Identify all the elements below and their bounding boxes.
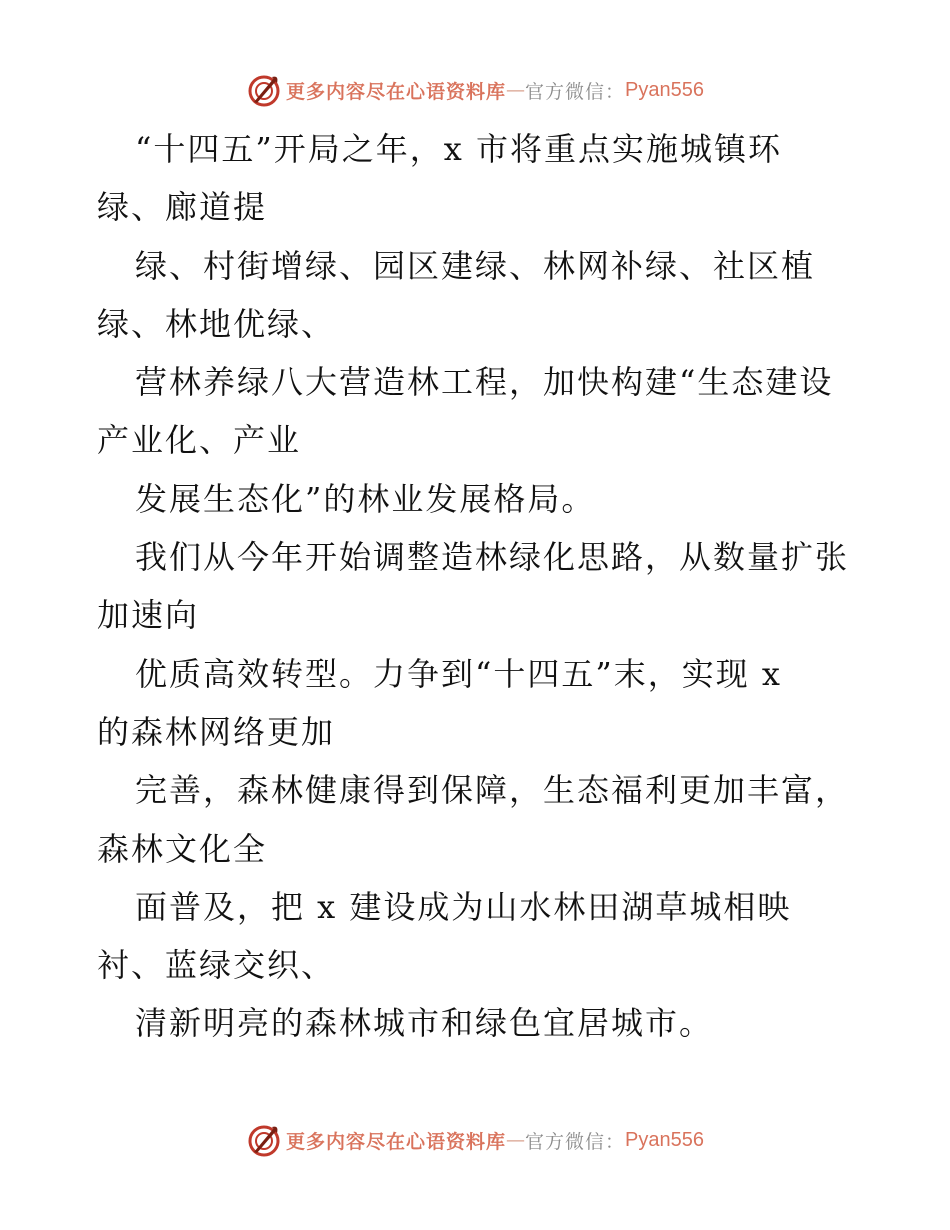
body-line: 发展生态化”的林业发展格局。 bbox=[135, 479, 596, 518]
document-body bbox=[97, 120, 867, 1053]
quill-seal-icon bbox=[246, 1122, 282, 1158]
body-line: 优质高效转型。力争到“十四五”末，实现 x bbox=[135, 654, 782, 693]
body-line: 绿、村街增绿、园区建绿、林网补绿、社区植 bbox=[135, 246, 816, 285]
body-line: 我们从今年开始调整造林绿化思路，从数量扩张 bbox=[135, 538, 850, 577]
body-line: 清新明亮的森林城市和绿色宜居城市。 bbox=[135, 1004, 714, 1043]
body-line: 衬、蓝绿交织、 bbox=[97, 946, 336, 985]
body-line: 产业化、产业 bbox=[97, 421, 302, 460]
watermark-label: 官方微信： bbox=[525, 80, 626, 103]
watermark-main-text: 更多内容尽在心语资料库 bbox=[286, 1130, 507, 1153]
watermark-wechat-id: Pyan556 bbox=[625, 78, 704, 101]
quill-seal-icon bbox=[246, 72, 282, 108]
watermark-dash: — bbox=[506, 79, 526, 101]
body-line: 完善，森林健康得到保障，生态福利更加丰富， bbox=[135, 771, 850, 810]
body-line: 加速向 bbox=[97, 596, 200, 635]
body-line: 的森林网络更加 bbox=[97, 712, 336, 751]
body-line: “十四五”开局之年，x 市将重点实施城镇环 bbox=[135, 130, 782, 168]
body-line: 面普及，把 x 建设成为山水林田湖草城相映 bbox=[135, 887, 792, 926]
watermark-wechat-id: Pyan556 bbox=[625, 1128, 704, 1151]
body-line: 绿、廊道提 bbox=[97, 188, 268, 227]
body-line: 绿、林地优绿、 bbox=[97, 304, 336, 343]
watermark-main-text: 更多内容尽在心语资料库 bbox=[286, 80, 507, 103]
body-line: 森林文化全 bbox=[97, 829, 268, 868]
watermark-dash: — bbox=[506, 1129, 526, 1151]
body-line: 营林养绿八大营造林工程，加快构建“生态建设 bbox=[135, 363, 834, 402]
watermark-label: 官方微信： bbox=[525, 1130, 626, 1153]
footer-watermark bbox=[0, 1120, 950, 1160]
header-watermark bbox=[0, 70, 950, 110]
